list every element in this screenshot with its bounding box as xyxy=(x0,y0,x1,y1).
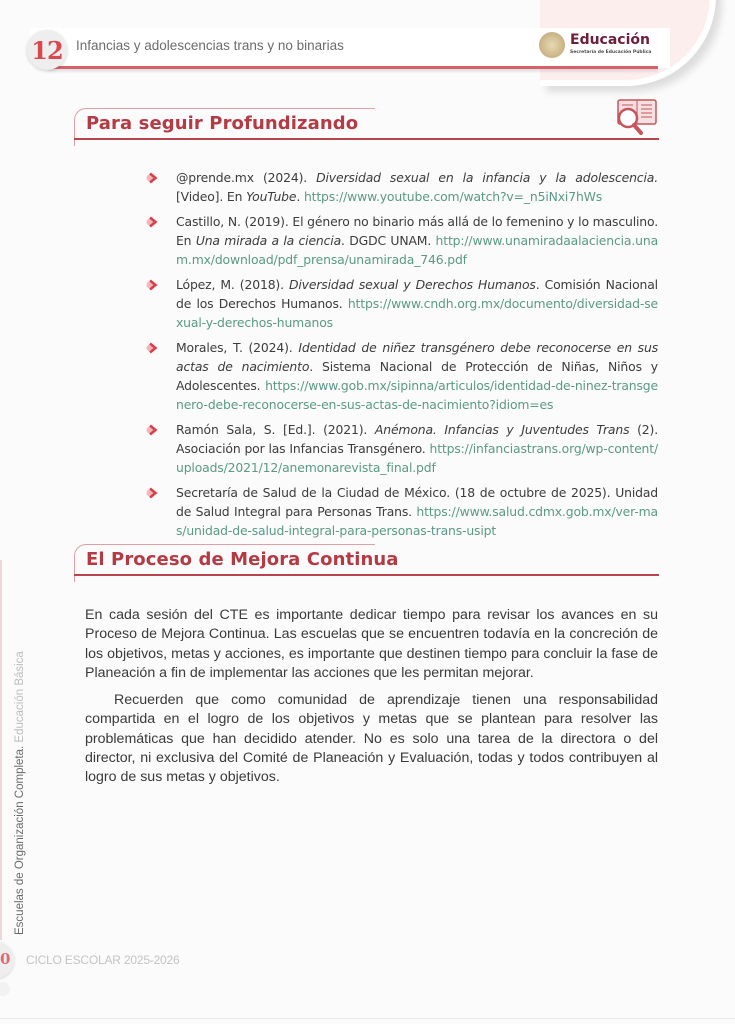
reference-item xyxy=(146,338,658,414)
document-title: Infancias y adolescencias trans y no binarias xyxy=(76,38,344,53)
section-title: Para seguir Profundizando xyxy=(86,113,359,134)
reference-title: Anémona. Infancias y Juventudes Trans xyxy=(374,422,630,437)
page-number-badge xyxy=(27,30,67,70)
chevron-bullet-icon xyxy=(146,279,159,291)
section-title: El Proceso de Mejora Continua xyxy=(86,549,399,570)
heading-tick xyxy=(74,576,75,582)
heading-underline xyxy=(74,574,659,576)
reference-title: Identidad de niñez transgénero debe reconocerse en sus actas de nacimiento xyxy=(176,340,658,374)
reference-item xyxy=(146,420,658,477)
bottom-rule xyxy=(0,1018,735,1019)
reference-text: . Sistema Nacional de Protección de Niñas, Niños y Adolescentes. xyxy=(176,359,658,393)
reference-list xyxy=(146,168,658,546)
reference-link[interactable]: https://www.cndh.org.mx/documento/diversidad-sexual-y-derechos-humanos xyxy=(176,296,658,330)
spine-rule xyxy=(0,560,2,940)
reference-text: [Video]. En xyxy=(176,189,247,204)
section-heading-mejora-continua xyxy=(74,544,659,576)
chevron-bullet-icon xyxy=(146,172,159,184)
reference-item xyxy=(146,483,658,540)
section-body xyxy=(85,606,658,796)
reference-text: . Comisión Nacional de los Derechos Humanos. xyxy=(176,277,658,311)
book-magnifier-icon xyxy=(614,98,660,136)
mexican-seal-icon xyxy=(539,32,565,58)
reference-title: Una mirada a la ciencia xyxy=(195,233,342,248)
logo-subtitle: Secretaría de Educación Pública xyxy=(570,50,652,55)
reference-link[interactable]: https://www.salud.cdmx.gob.mx/ver-mas/unidad-de-salud-integral-para-personas-trans-usipt xyxy=(176,504,658,538)
reference-item xyxy=(146,212,658,269)
reference-item xyxy=(146,168,658,206)
spine-label-sub: Educación Básica xyxy=(14,651,26,746)
footer-dot xyxy=(0,982,10,996)
reference-text: @prende.mx (2024). xyxy=(176,170,317,185)
reference-text: (2). Asociación por las Infancias Transgénero. xyxy=(176,422,659,456)
reference-text: . xyxy=(296,189,304,204)
chevron-bullet-icon xyxy=(146,216,159,228)
chevron-bullet-icon xyxy=(146,342,159,354)
reference-title: Diversidad sexual en la infancia y la adolescencia. xyxy=(316,170,658,185)
reference-link[interactable]: https://www.gob.mx/sipinna/articulos/identidad-de-ninez-transgenero-debe-reconocerse-en-sus-actas-de-nacimiento?idiom=es xyxy=(176,378,658,412)
footer-label: CICLO ESCOLAR 2025-2026 xyxy=(26,953,180,967)
reference-text: Castillo, N. (2019). El género no binario más allá de lo femenino y lo masculino. En xyxy=(176,214,658,248)
page-number: 12 xyxy=(31,35,63,65)
reference-text: López, M. (2018). xyxy=(176,277,289,292)
heading-tick xyxy=(74,140,75,146)
reference-text: . DGDC UNAM. xyxy=(341,233,436,248)
logo-title: Educación xyxy=(570,32,650,48)
section-heading-profundizando xyxy=(74,108,659,140)
chevron-bullet-icon xyxy=(146,487,159,499)
spine-label xyxy=(14,651,26,935)
heading-underline xyxy=(74,138,659,140)
reference-text: Secretaría de Salud de la Ciudad de México. (18 de octubre de 2025). Unidad de Salud Integral para Personas Trans. xyxy=(176,485,658,519)
reference-link[interactable]: http://www.unamiradaalaciencia.unam.mx/download/pdf_prensa/unamirada_746.pdf xyxy=(176,233,659,267)
reference-text: Ramón Sala, S. [Ed.]. (2021). xyxy=(176,422,375,437)
reference-text: Morales, T. (2024). xyxy=(176,340,299,355)
paragraph: En cada sesión del CTE es importante dedicar tiempo para revisar los avances en su Proceso de Mejora Continua. Las escuelas que se encuentren todavía en la concreción de los objetivos, metas y acciones, es importante que destinen tiempo para concluir la fase de Planeación a fin de implementar las acciones que les permitan mejorar. xyxy=(85,607,658,681)
reference-item xyxy=(146,275,658,332)
reference-link[interactable]: https://infanciastrans.org/wp-content/uploads/2021/12/anemonarevista_final.pdf xyxy=(176,441,658,475)
spine-label-main: Escuelas de Organización Completa. xyxy=(14,745,26,935)
reference-title: Diversidad sexual y Derechos Humanos xyxy=(288,277,536,292)
footer-page-number: 0 xyxy=(0,950,11,968)
chevron-bullet-icon xyxy=(146,424,159,436)
paragraph: Recuerden que como comunidad de aprendizaje tienen una responsabilidad compartida en el logro de los objetivos y metas que se plantean para resolver las problemáticas que han decidido atender. No es solo una tarea de la directora o del director, ni exclusiva del Comité de Planeación y Evaluación, todas y todos contribuyen al logro de sus metas y objetivos. xyxy=(85,692,658,786)
header-rule xyxy=(48,66,658,69)
reference-source: YouTube xyxy=(246,189,297,204)
reference-link[interactable]: https://www.youtube.com/watch?v=_n5iNxi7hWs xyxy=(303,189,603,204)
